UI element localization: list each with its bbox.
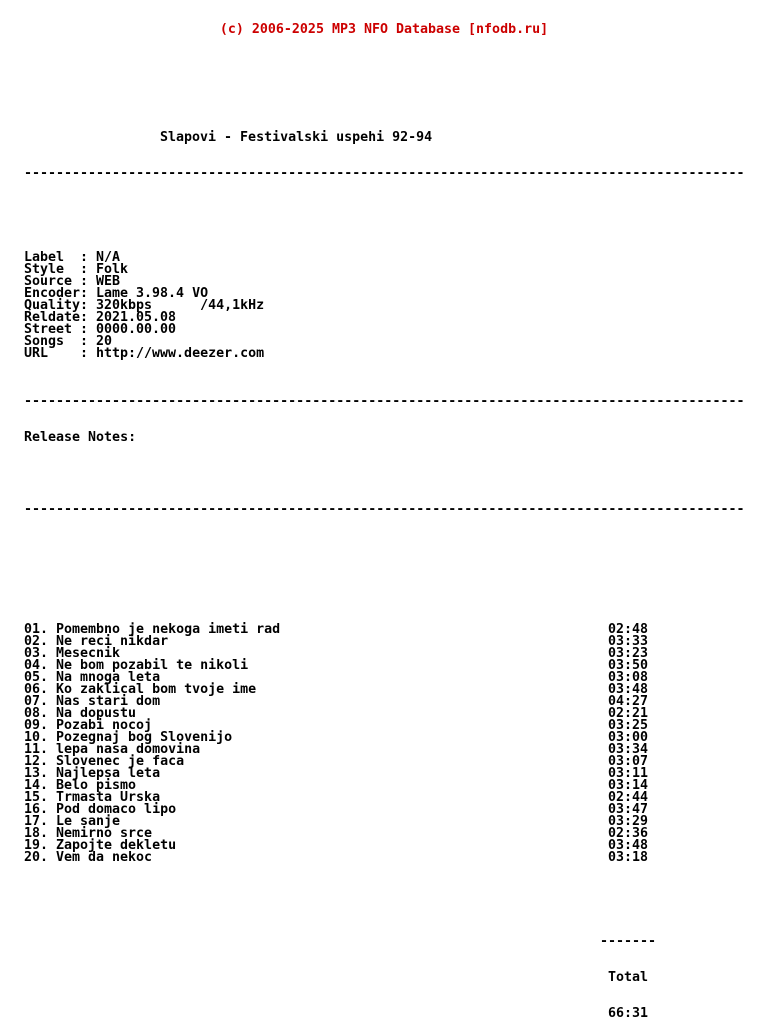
track-title: lepa nasa domovina <box>56 742 201 757</box>
track-row <box>0 780 768 792</box>
track-row <box>0 708 768 720</box>
track-duration: 03:48 <box>608 682 649 697</box>
track-number: 11. <box>24 742 49 757</box>
track-number: 16. <box>24 802 49 817</box>
track-row <box>0 672 768 684</box>
track-duration: 03:34 <box>608 742 649 757</box>
track-title: Vem da nekoc <box>56 850 153 865</box>
total-time: 66:31 <box>608 1006 649 1021</box>
separator: ------------------------------------------------------------------------------------------ <box>24 394 745 409</box>
track-row <box>0 624 768 636</box>
track-row <box>0 840 768 852</box>
site-banner: (c) 2006-2025 MP3 NFO Database [nfodb.ru] <box>219 22 549 37</box>
blank-line <box>0 576 768 588</box>
track-duration: 03:18 <box>608 850 649 865</box>
track-number: 06. <box>24 682 49 697</box>
track-title: Na mnoga leta <box>56 670 161 685</box>
track-row <box>0 816 768 828</box>
info-key: Songs <box>24 334 81 349</box>
track-row <box>0 852 768 864</box>
info-colon: : <box>80 298 89 313</box>
track-duration: 03:48 <box>608 838 649 853</box>
track-row <box>0 804 768 816</box>
track-duration: 03:00 <box>608 730 649 745</box>
track-duration: 03:23 <box>608 646 649 661</box>
track-row <box>0 696 768 708</box>
track-row <box>0 744 768 756</box>
info-value: 20 <box>96 334 113 349</box>
track-duration: 03:29 <box>608 814 649 829</box>
info-row <box>0 324 768 336</box>
track-row <box>0 660 768 672</box>
track-title: Najlepsa leta <box>56 766 161 781</box>
track-number: 19. <box>24 838 49 853</box>
separator: ------------------------------------------------------------------------------------------ <box>24 502 745 517</box>
track-duration: 03:25 <box>608 718 649 733</box>
track-title: Nas stari dom <box>56 694 161 709</box>
total-time-line <box>0 1008 768 1020</box>
info-value: 0000.00.00 <box>96 322 177 337</box>
track-row <box>0 732 768 744</box>
track-number: 05. <box>24 670 49 685</box>
info-key: Encoder <box>24 286 81 301</box>
track-duration: 03:07 <box>608 754 649 769</box>
track-number: 07. <box>24 694 49 709</box>
track-row <box>0 756 768 768</box>
info-colon: : <box>80 322 89 337</box>
info-value: N/A <box>96 250 121 265</box>
track-row <box>0 648 768 660</box>
track-duration: 03:14 <box>608 778 649 793</box>
track-duration: 02:21 <box>608 706 649 721</box>
track-row <box>0 720 768 732</box>
track-duration: 02:44 <box>608 790 649 805</box>
track-title: Pomembno je nekoga imeti rad <box>56 622 281 637</box>
track-number: 03. <box>24 646 49 661</box>
track-number: 14. <box>24 778 49 793</box>
track-title: Ko zaklical bom tvoje ime <box>56 682 257 697</box>
total-separator: ------- <box>600 934 657 949</box>
track-row <box>0 684 768 696</box>
track-row <box>0 768 768 780</box>
track-number: 13. <box>24 766 49 781</box>
info-block <box>0 252 768 360</box>
blank-line <box>0 900 768 912</box>
track-number: 09. <box>24 718 49 733</box>
track-title: Belo pismo <box>56 778 137 793</box>
info-colon: : <box>80 334 89 349</box>
track-row <box>0 636 768 648</box>
track-title: Na dopustu <box>56 706 137 721</box>
info-colon: : <box>80 310 89 325</box>
info-value: 320kbps /44,1kHz <box>96 298 265 313</box>
total-label: Total <box>608 970 649 985</box>
blank-line <box>0 204 768 216</box>
track-title: Nemirno srce <box>56 826 153 841</box>
track-title: Zapojte dekletu <box>56 838 177 853</box>
album-title-line <box>0 132 768 144</box>
info-value: 2021.05.08 <box>96 310 177 325</box>
track-number: 02. <box>24 634 49 649</box>
track-row <box>0 828 768 840</box>
info-colon: : <box>80 262 89 277</box>
info-colon: : <box>80 274 89 289</box>
track-row <box>0 792 768 804</box>
track-number: 12. <box>24 754 49 769</box>
info-colon: : <box>80 250 89 265</box>
info-key: URL <box>24 346 81 361</box>
track-duration: 03:47 <box>608 802 649 817</box>
track-number: 15. <box>24 790 49 805</box>
info-key: Quality <box>24 298 81 313</box>
info-colon: : <box>80 286 89 301</box>
track-number: 10. <box>24 730 49 745</box>
track-title: Slovenec je faca <box>56 754 185 769</box>
blank-line <box>0 540 768 552</box>
info-key: Source <box>24 274 81 289</box>
info-value: Folk <box>96 262 129 277</box>
track-number: 20. <box>24 850 49 865</box>
track-number: 18. <box>24 826 49 841</box>
track-number: 08. <box>24 706 49 721</box>
separator: ------------------------------------------------------------------------------------------ <box>24 166 745 181</box>
track-title: Pod domaco lipo <box>56 802 177 817</box>
info-key: Reldate <box>24 310 81 325</box>
track-title: Ne reci nikdar <box>56 634 169 649</box>
track-number: 17. <box>24 814 49 829</box>
track-title: Pozegnaj bog Slovenijo <box>56 730 233 745</box>
info-value: Lame 3.98.4 VO <box>96 286 209 301</box>
info-value: WEB <box>96 274 121 289</box>
track-duration: 04:27 <box>608 694 649 709</box>
track-duration: 03:11 <box>608 766 649 781</box>
total-label-line <box>0 972 768 984</box>
blank-line <box>0 96 768 108</box>
track-title: Ne bom pozabil te nikoli <box>56 658 249 673</box>
track-number: 01. <box>24 622 49 637</box>
track-title: Trmasta Urska <box>56 790 161 805</box>
blank-line <box>0 60 768 72</box>
track-title: Mesecnik <box>56 646 121 661</box>
track-duration: 03:08 <box>608 670 649 685</box>
track-duration: 03:50 <box>608 658 649 673</box>
info-row <box>0 348 768 360</box>
release-notes-line <box>0 432 768 444</box>
blank-line <box>0 468 768 480</box>
track-number: 04. <box>24 658 49 673</box>
total-separator-line <box>0 936 768 948</box>
release-notes-label: Release Notes: <box>24 430 137 445</box>
info-colon: : <box>80 346 89 361</box>
track-title: Le sanje <box>56 814 121 829</box>
info-key: Style <box>24 262 81 277</box>
info-key: Street <box>24 322 81 337</box>
track-duration: 03:33 <box>608 634 649 649</box>
info-key: Label <box>24 250 81 265</box>
album-title: Slapovi - Festivalski uspehi 92-94 <box>160 130 433 145</box>
track-duration: 02:48 <box>608 622 649 637</box>
info-value: http://www.deezer.com <box>96 346 265 361</box>
track-list <box>0 624 768 864</box>
track-title: Pozabi nocoj <box>56 718 153 733</box>
track-duration: 02:36 <box>608 826 649 841</box>
